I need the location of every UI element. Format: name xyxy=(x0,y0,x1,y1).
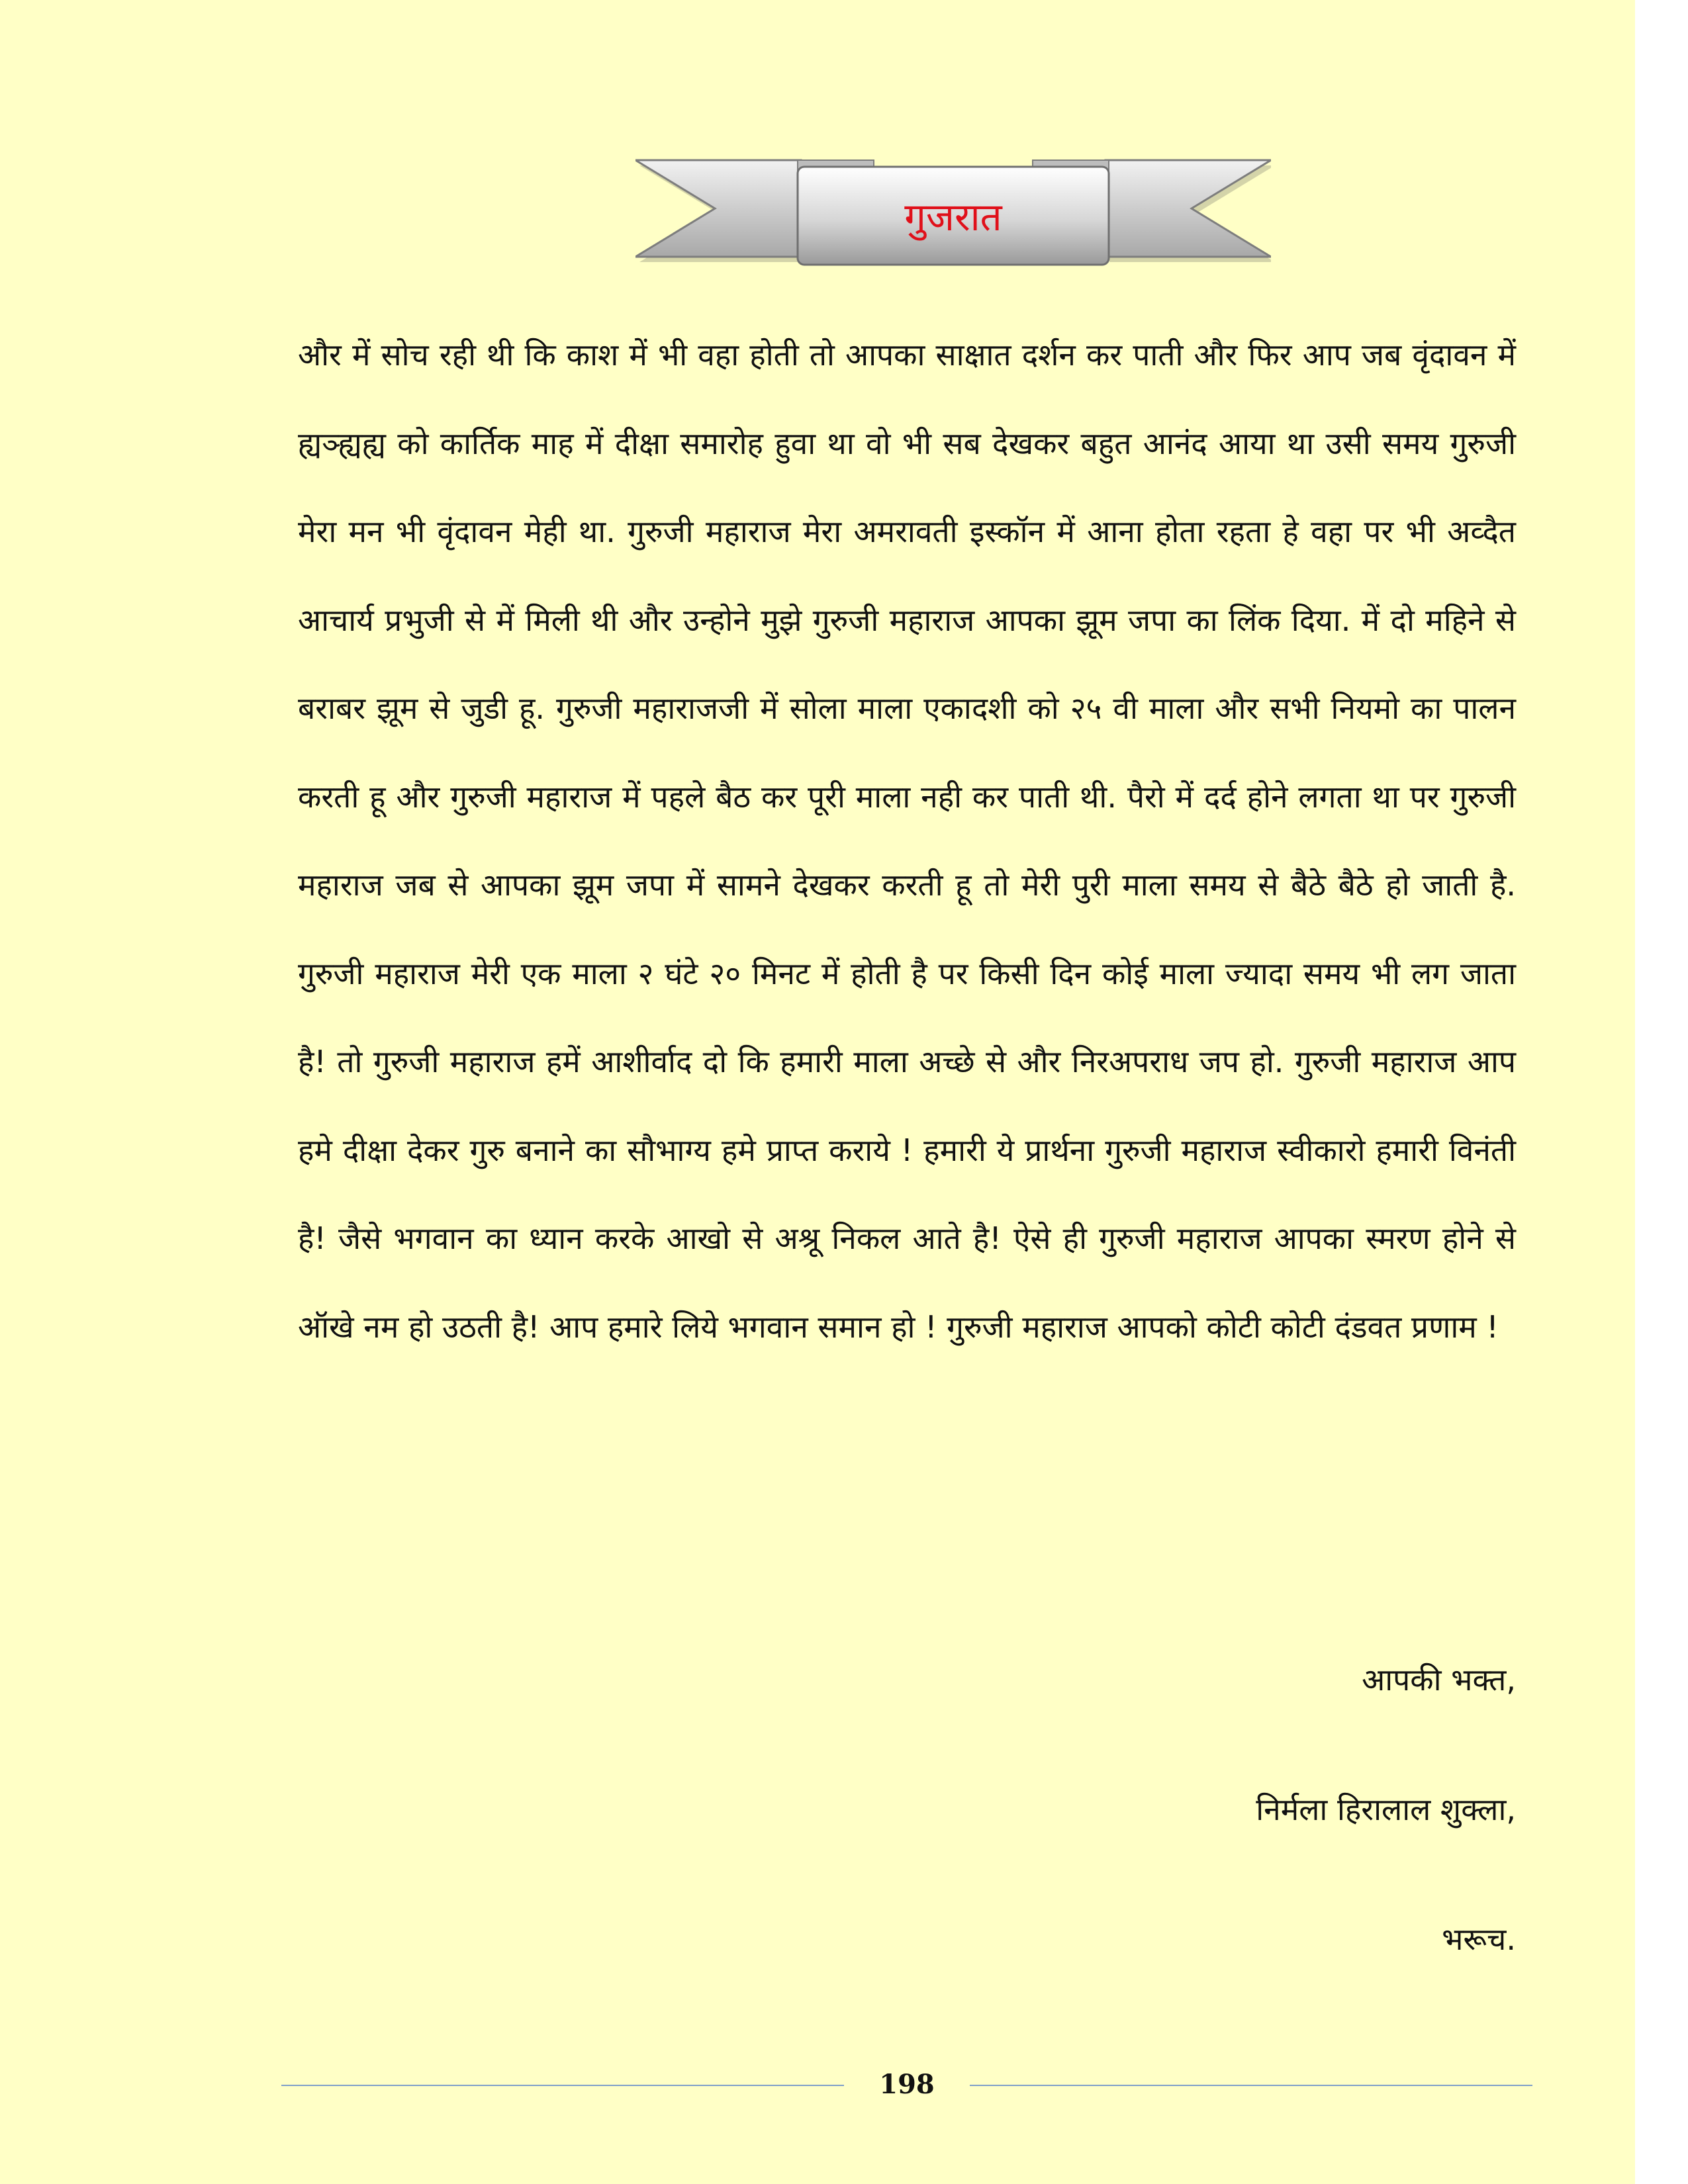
page-heading: गुजरात xyxy=(904,194,1002,240)
footer-rule-right xyxy=(970,2085,1532,2086)
signer-location: भरूच. xyxy=(1442,1921,1516,1957)
letter-signature xyxy=(920,1648,1516,2037)
footer-rule-left xyxy=(281,2085,844,2086)
ribbon-left-tail xyxy=(635,160,801,257)
page-footer xyxy=(281,2065,1532,2105)
page-number: 198 xyxy=(879,2069,935,2100)
ribbon-right-tail xyxy=(1105,160,1271,257)
signer-name: निर्मला हिरालाल शुक्ला, xyxy=(1256,1792,1516,1827)
letter-paragraph: और में सोच रही थी कि काश में भी वहा होती तो आपका साक्षात दर्शन कर पाती और फिर आप जब वृंदावन में ह्यञ्ह्यह्य को कार्तिक माह में दीक्षा समारोह हुवा था वो भी सब देखकर बहुत आनंद आया था उसी समय गुरुजी मेरा मन भी वृंदावन मेही था. गुरुजी महाराज मेरा अमरावती इस्कॉन में आना होता रहता हे वहा पर भी अव्दैत आचार्य प्रभुजी से में मिली थी और उन्होने मुझे गुरुजी महाराज आपका झूम जपा का लिंक दिया. में दो महिने से बराबर झूम से जुडी हू. गुरुजी महाराजजी में सोला माला एकादशी को २५ वी माला और सभी नियमो का पालन करती हू और गुरुजी महाराज में पहले बैठ कर पूरी माला नही कर पाती थी. पैरो में दर्द होने लगता था पर गुरुजी महाराज जब से आपका झूम जपा में सामने देखकर करती हू तो मेरी पुरी माला समय से बैठे बैठे हो जाती है. गुरुजी महाराज मेरी एक माला २ घंटे २० मिनट में होती है पर किसी दिन कोई माला ज्यादा समय भी लग जाता है! तो गुरुजी महाराज हमें आशीर्वाद दो कि हमारी माला अच्छे से और निरअपराध जप हो. गुरुजी महाराज आप हमे दीक्षा देकर गुरु बनाने का सौभाग्य हमे प्राप्त कराये ! हमारी ये प्रार्थना गुरुजी महाराज स्वीकारो हमारी विनंती है! जैसे भगवान का ध्यान करके आखो से अश्रू निकल आते है! ऐसे ही गुरुजी महाराज आपका स्मरण होने से ऑखे नम हो उठती है! आप हमारे लिये भगवान समान हो ! गुरुजी महाराज आपको कोटी कोटी दंडवत प्रणाम ! xyxy=(298,337,1516,1345)
letter-body xyxy=(298,311,1516,1371)
closing-salutation: आपकी भक्त, xyxy=(1362,1662,1516,1698)
